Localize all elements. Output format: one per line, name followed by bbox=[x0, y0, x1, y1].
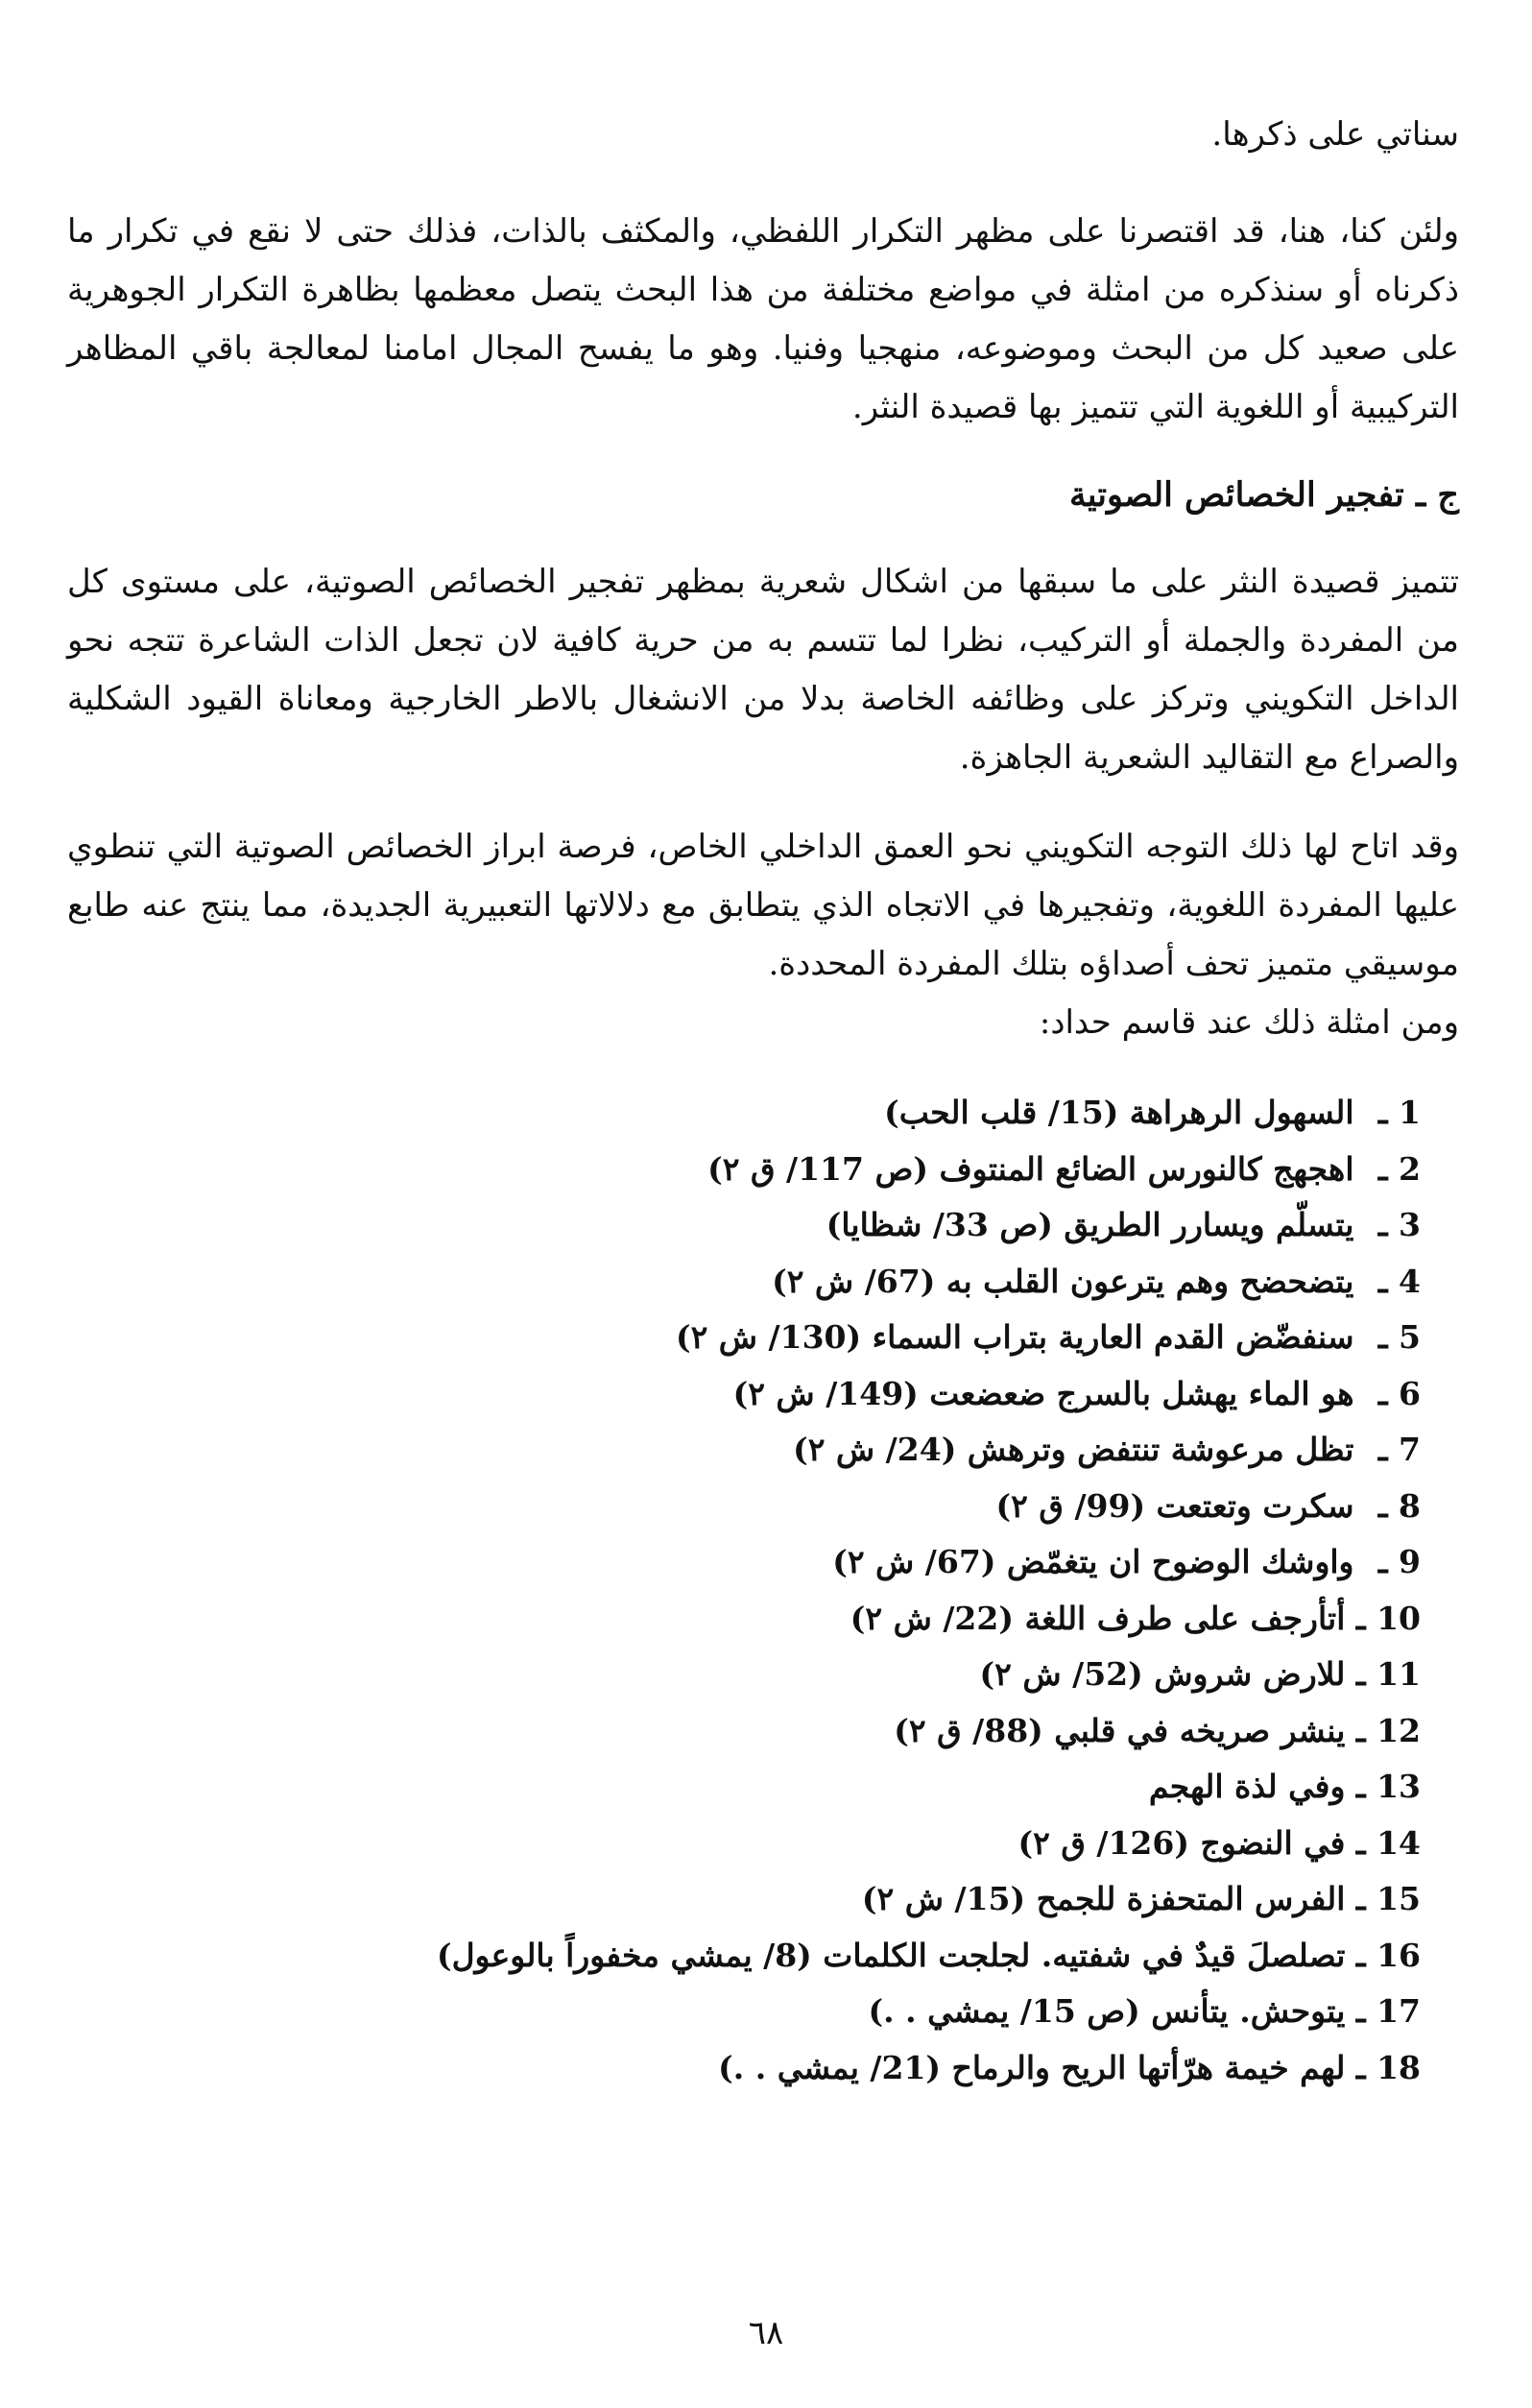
item-number: 6 ـ bbox=[1377, 1374, 1421, 1412]
item-text: واوشك الوضوح ان يتغمّض (67/ ش ٢) bbox=[832, 1543, 1354, 1580]
item-text: الفرس المتحفزة للجمح (15/ ش ٢) bbox=[861, 1880, 1346, 1917]
item-number: 8 ـ bbox=[1377, 1486, 1421, 1525]
item-text: سكرت وتعتعت (99/ ق ٢) bbox=[995, 1486, 1354, 1525]
list-item bbox=[67, 1647, 1459, 1703]
examples-list bbox=[67, 1085, 1459, 2096]
item-number: 4 ـ bbox=[1377, 1262, 1421, 1300]
list-item bbox=[67, 1085, 1459, 1142]
continued-line: سناتي على ذكرها. bbox=[1211, 115, 1459, 154]
item-text: تصلصلَ قيدٌ في شفتيه. لجلجت الكلمات (8/ يمشي مخفوراً بالوعول) bbox=[436, 1936, 1346, 1974]
item-text: يتوحش. يتأنس (ص 15/ يمشي . .) bbox=[868, 1992, 1346, 2030]
page-number: ٦٨ bbox=[748, 2314, 784, 2352]
list-item bbox=[67, 1254, 1459, 1311]
list-item bbox=[67, 1534, 1459, 1591]
list-item bbox=[67, 2040, 1459, 2097]
list-item bbox=[67, 1928, 1459, 1985]
item-text: لهم خيمة هرّأتها الريح والرماح (21/ يمشي . .) bbox=[718, 2048, 1346, 2086]
paragraph-sound-features: تتميز قصيدة النثر على ما سبقها من اشكال شعرية بمظهر تفجير الخصائص الصوتية، على مستوى كل من المفردة والجملة أو التركيب، نظرا لما تتسم به من حرية كافية لان تجعل الذات الشاعرة تتجه نحو الداخل التكويني وتركز على وظائفه الخاصة بدلا من الانشغال بالاطر الخارجية ومعاناة القيود الشكلية والصراع مع التقاليد الشعرية الجاهزة. bbox=[67, 563, 1459, 777]
item-number: 10 ـ bbox=[1355, 1599, 1421, 1637]
item-number: 11 ـ bbox=[1355, 1655, 1421, 1693]
item-number: 18 ـ bbox=[1355, 2048, 1421, 2086]
item-number: 2 ـ bbox=[1377, 1149, 1421, 1188]
list-item bbox=[67, 1310, 1459, 1366]
list-item bbox=[67, 1816, 1459, 1872]
list-item bbox=[67, 1984, 1459, 2040]
list-item bbox=[67, 1366, 1459, 1423]
item-text: أتأرجف على طرف اللغة (22/ ش ٢) bbox=[850, 1599, 1346, 1637]
list-item bbox=[67, 1142, 1459, 1198]
item-number: 7 ـ bbox=[1377, 1431, 1421, 1468]
paragraph-formative-direction: وقد اتاح لها ذلك التوجه التكويني نحو العمق الداخلي الخاص، فرصة ابراز الخصائص الصوتية التي تنطوي عليها المفردة اللغوية، وتفجيرها في الاتجاه الذي يتطابق مع دلالاتها التعبيرية الجديدة، مما ينتج عنه طابع موسيقي متميز تحف أصداؤه بتلك المفردة المحددة. bbox=[67, 828, 1459, 983]
examples-intro: ومن امثلة ذلك عند قاسم حداد: bbox=[1039, 1003, 1459, 1042]
page-content bbox=[67, 106, 1459, 2096]
item-text: هو الماء يهشل بالسرج ضعضعت (149/ ش ٢) bbox=[732, 1374, 1354, 1412]
list-item bbox=[67, 1422, 1459, 1479]
item-text: يتسلّم ويسارر الطريق (ص 33/ شظايا) bbox=[826, 1206, 1354, 1243]
item-number: 9 ـ bbox=[1377, 1543, 1421, 1580]
paragraph-repetition: ولئن كنا، هنا، قد اقتصرنا على مظهر التكرار اللفظي، والمكثف بالذات، فذلك حتى لا نقع في تكرار ما ذكرناه أو سنذكره من امثلة في مواضع مختلفة من هذا البحث يتصل معظمها بظاهرة التكرار الجوهرية على صعيد كل من البحث وموضوعه، منهجيا وفنيا. وهو ما يفسح المجال امامنا لمعالجة باقي المظاهر التركيبية أو اللغوية التي تتميز بها قصيدة النثر. bbox=[67, 212, 1459, 426]
item-text: في النضوج (126/ ق ٢) bbox=[1017, 1823, 1346, 1862]
item-number: 15 ـ bbox=[1355, 1880, 1421, 1917]
list-item bbox=[67, 1479, 1459, 1535]
item-number: 17 ـ bbox=[1355, 1992, 1421, 2030]
list-item bbox=[67, 1703, 1459, 1760]
list-item bbox=[67, 1591, 1459, 1648]
item-text: وفي لذة الهجم bbox=[1148, 1768, 1346, 1805]
item-number: 13 ـ bbox=[1355, 1768, 1421, 1805]
list-item bbox=[67, 1871, 1459, 1928]
item-text: سنفضّض القدم العارية بتراب السماء (130/ ش ٢) bbox=[675, 1318, 1354, 1356]
item-number: 1 ـ bbox=[1377, 1094, 1421, 1131]
section-heading: ج ـ تفجير الخصائص الصوتية bbox=[1068, 475, 1459, 515]
item-text: للارض شروش (52/ ش ٢) bbox=[979, 1655, 1346, 1693]
item-number: 12 ـ bbox=[1355, 1711, 1421, 1749]
item-text: يتضحضح وهم يترعون القلب به (67/ ش ٢) bbox=[772, 1262, 1354, 1300]
list-item bbox=[67, 1197, 1459, 1254]
item-number: 5 ـ bbox=[1377, 1318, 1421, 1356]
list-item bbox=[67, 1759, 1459, 1816]
item-text: ينشر صريخه في قلبي (88/ ق ٢) bbox=[894, 1711, 1346, 1749]
item-text: اهجهج كالنورس الضائع المنتوف (ص 117/ ق ٢) bbox=[707, 1149, 1354, 1188]
item-number: 14 ـ bbox=[1355, 1823, 1421, 1862]
item-text: السهول الرهراهة (15/ قلب الحب) bbox=[884, 1094, 1354, 1131]
item-number: 3 ـ bbox=[1377, 1206, 1421, 1243]
item-text: تظل مرعوشة تنتفض وترهش (24/ ش ٢) bbox=[793, 1431, 1354, 1468]
item-number: 16 ـ bbox=[1355, 1936, 1421, 1974]
